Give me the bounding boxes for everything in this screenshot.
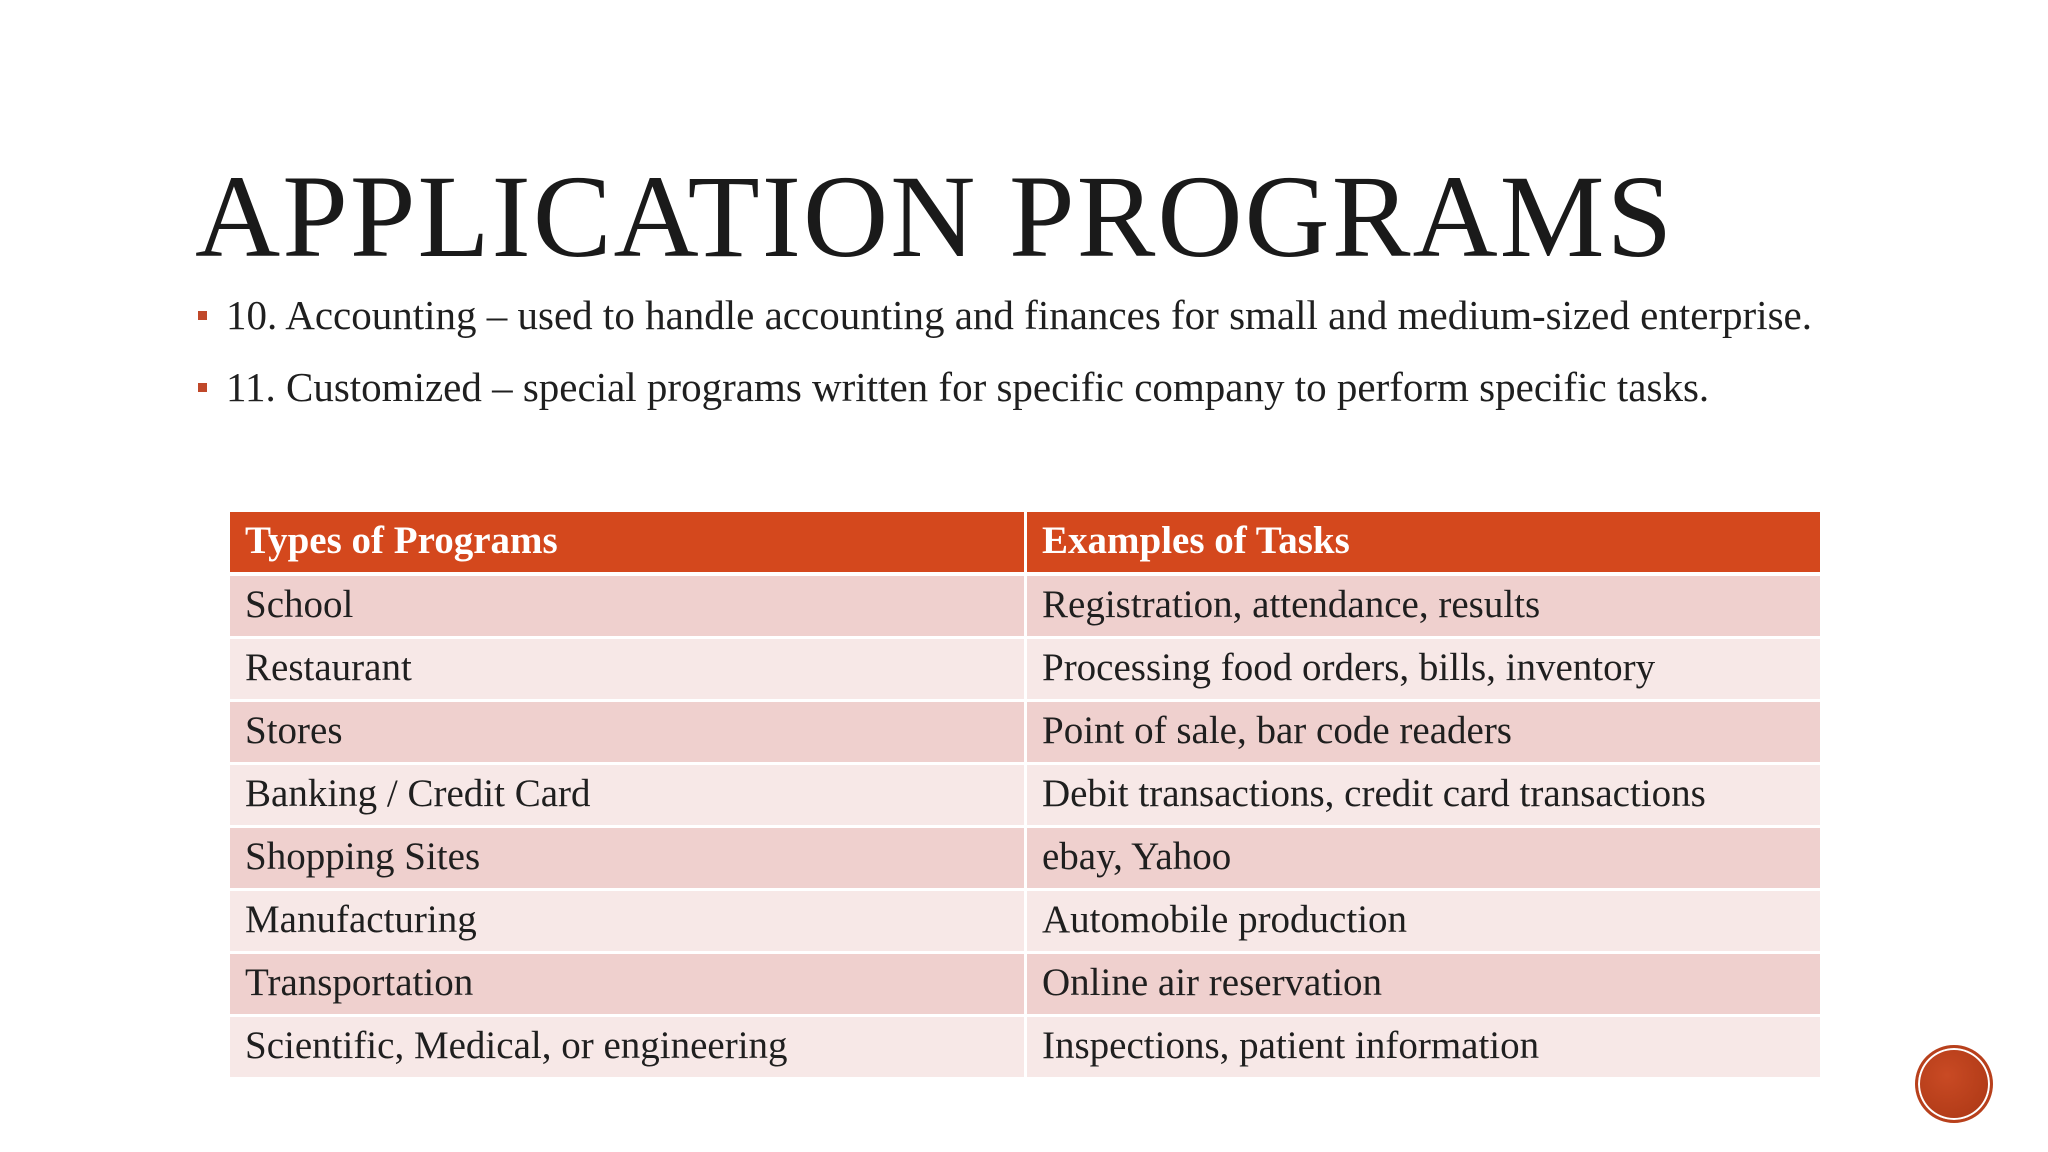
task-example-cell: Debit transactions, credit card transactions [1026, 764, 1822, 827]
program-type-cell: Shopping Sites [229, 827, 1026, 890]
table-row [229, 701, 1822, 764]
bullet-text: 11. Customized – special programs written for specific company to perform specific tasks. [226, 364, 1710, 410]
task-example-cell: Online air reservation [1026, 953, 1822, 1016]
table-row [229, 827, 1822, 890]
table-row [229, 764, 1822, 827]
task-example-cell: Inspections, patient information [1026, 1016, 1822, 1079]
task-example-cell: Registration, attendance, results [1026, 574, 1822, 638]
program-type-cell: Restaurant [229, 638, 1026, 701]
programs-table [227, 509, 1823, 1080]
programs-table-container [227, 509, 1820, 1080]
table-row [229, 1016, 1822, 1079]
program-type-cell: School [229, 574, 1026, 638]
table-row [229, 638, 1822, 701]
bullet-item [196, 292, 1876, 338]
program-type-cell: Banking / Credit Card [229, 764, 1026, 827]
task-example-cell: Point of sale, bar code readers [1026, 701, 1822, 764]
task-example-cell: ebay, Yahoo [1026, 827, 1822, 890]
program-type-cell: Stores [229, 701, 1026, 764]
bullet-square-icon [198, 383, 207, 392]
program-type-cell: Scientific, Medical, or engineering [229, 1016, 1026, 1079]
bullet-list [196, 292, 1876, 410]
table-header-row [229, 511, 1822, 575]
task-example-cell: Automobile production [1026, 890, 1822, 953]
table-row [229, 953, 1822, 1016]
column-header-examples: Examples of Tasks [1026, 511, 1822, 575]
task-example-cell: Processing food orders, bills, inventory [1026, 638, 1822, 701]
slide-title: APPLICATION PROGRAMS [195, 151, 1675, 282]
program-type-cell: Transportation [229, 953, 1026, 1016]
table-row [229, 574, 1822, 638]
circle-nav-icon[interactable] [1915, 1045, 1993, 1123]
column-header-types: Types of Programs [229, 511, 1026, 575]
bullet-item [196, 364, 1876, 410]
bullet-text: 10. Accounting – used to handle accounting and finances for small and medium-sized enterprise. [226, 292, 1813, 338]
bullet-square-icon [198, 311, 207, 320]
program-type-cell: Manufacturing [229, 890, 1026, 953]
table-row [229, 890, 1822, 953]
